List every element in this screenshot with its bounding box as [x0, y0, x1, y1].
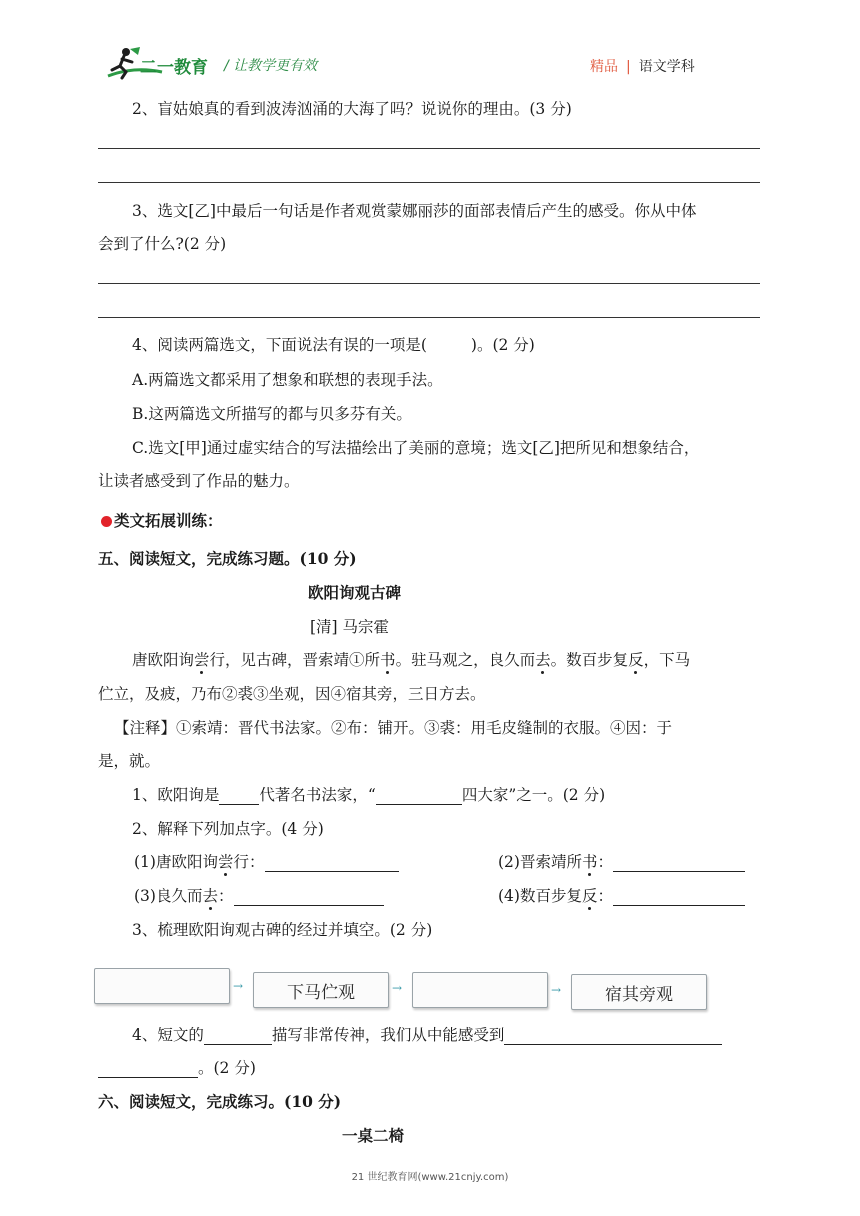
- question-4-stem: [132, 333, 535, 355]
- arrow-right-icon: →: [551, 983, 562, 997]
- extension-heading: [101, 509, 223, 531]
- section-6-heading: 六、阅读短文，完成练习。(10 分): [98, 1092, 342, 1111]
- s5-question-2-item: [134, 850, 399, 872]
- dotted-char: 书: [380, 651, 396, 669]
- question-4-stem-a: 4、阅读两篇选文，下面说法有误的一项是(: [132, 336, 427, 354]
- fill-blank[interactable]: [204, 1027, 272, 1045]
- page-header: [0, 0, 860, 90]
- passage-text: 。驻马观之，良久而: [395, 651, 536, 669]
- fill-blank[interactable]: [504, 1027, 722, 1045]
- arrow-right-icon: →: [392, 981, 403, 995]
- passage-text: 唐欧阳询: [132, 651, 195, 669]
- dotted-char: 反: [581, 887, 598, 905]
- answer-line[interactable]: [98, 148, 760, 149]
- header-divider: |: [626, 59, 631, 75]
- dotted-char: 尝: [217, 853, 234, 871]
- fill-blank[interactable]: [613, 888, 745, 906]
- header-subject: [590, 56, 695, 76]
- header-jingpin: 精品: [590, 59, 618, 75]
- flow-box-step-4: 宿其旁观: [571, 974, 707, 1010]
- dotted-char: 去: [202, 887, 218, 905]
- dotted-char: 尝: [194, 651, 210, 669]
- annotation-line-1: 【注释】①索靖：晋代书法家。②布：铺开。③裘：用毛皮缝制的衣服。④因：于: [114, 719, 673, 737]
- section-6-title: 一桌二椅: [342, 1126, 405, 1145]
- logo-text: 二一教育: [140, 58, 208, 78]
- question-text: 1、欧阳询是: [132, 786, 220, 804]
- fill-blank[interactable]: [234, 888, 384, 906]
- dotted-char: 反: [628, 651, 644, 669]
- item-text: (2)晋索靖所: [498, 853, 582, 871]
- answer-line[interactable]: [98, 182, 760, 183]
- item-text: (3)良久而: [134, 887, 203, 905]
- fill-blank[interactable]: [613, 854, 745, 872]
- passage-text: ，下马: [643, 651, 691, 669]
- section-5-heading: 五、阅读短文，完成练习题。(10 分): [98, 549, 357, 568]
- passage-author: [清] 马宗霍: [310, 618, 390, 636]
- dotted-char: 去: [535, 651, 551, 669]
- s5-question-2-stem: 2、解释下列加点字。(4 分): [132, 820, 324, 838]
- extension-heading-text: 类文拓展训练：: [114, 511, 223, 530]
- s5-question-2-item: [134, 884, 384, 906]
- passage-text: 。数百步复: [550, 651, 629, 669]
- flow-box-step-2: 下马伫观: [253, 972, 389, 1008]
- fill-blank[interactable]: [98, 1060, 198, 1078]
- passage-title: 欧阳询观古碑: [308, 583, 402, 602]
- s5-question-4: [132, 1023, 722, 1045]
- item-text: (1)唐欧阳询: [134, 853, 218, 871]
- item-text: 行：: [233, 853, 265, 871]
- item-text: ：: [597, 853, 613, 871]
- page-footer: 21 世纪教育网(www.21cnjy.com): [351, 1172, 509, 1183]
- item-text: ：: [597, 887, 613, 905]
- question-3-line-1: 3、选文[乙]中最后一句话是作者观赏蒙娜丽莎的面部表情后产生的感受。你从中体: [132, 202, 697, 220]
- s5-question-4-cont: [98, 1056, 256, 1078]
- annotation-line-2: 是，就。: [98, 752, 161, 770]
- s5-question-1: [132, 783, 605, 805]
- arrow-right-icon: →: [233, 979, 244, 993]
- passage-text: 行，见古碑，晋索靖①所: [209, 651, 381, 669]
- s5-question-3-stem: 3、梳理欧阳询观古碑的经过并填空。(2 分): [132, 921, 433, 939]
- s5-question-2-item: [498, 850, 745, 872]
- question-2: 2、盲姑娘真的看到波涛汹涌的大海了吗？说说你的理由。(3 分): [132, 100, 572, 118]
- dotted-char: 书: [581, 853, 598, 871]
- red-bullet-icon: [101, 516, 112, 527]
- header-subject-label: 语文学科: [638, 59, 695, 75]
- question-text: 。(2 分): [198, 1059, 256, 1077]
- answer-line[interactable]: [98, 317, 760, 318]
- fill-blank[interactable]: [219, 787, 259, 805]
- s5-question-2-item: [498, 884, 745, 906]
- flow-box-blank-3[interactable]: [412, 972, 548, 1008]
- fill-blank[interactable]: [376, 787, 462, 805]
- question-text: 描写非常传神，我们从中能感受到: [271, 1026, 505, 1044]
- question-text: 代著名书法家，“: [259, 786, 376, 804]
- option-c-line-1: C.选文[甲]通过虚实结合的写法描绘出了美丽的意境；选文[乙]把所见和想象结合，: [132, 439, 700, 457]
- question-text: 四大家”之一。(2 分): [461, 786, 606, 804]
- flow-box-blank-1[interactable]: [94, 968, 230, 1004]
- item-text: ：: [217, 887, 234, 905]
- fill-blank[interactable]: [265, 854, 399, 872]
- header-slogan: / 让教学更有效: [224, 58, 318, 74]
- option-c-line-2: 让读者感受到了作品的魅力。: [98, 472, 300, 490]
- option-a: A.两篇选文都采用了想象和联想的表现手法。: [132, 371, 443, 389]
- item-text: (4)数百步复: [498, 887, 582, 905]
- question-3-line-2: 会到了什么?(2 分): [98, 235, 227, 253]
- option-b: B.这两篇选文所描写的都与贝多芬有关。: [132, 405, 412, 423]
- passage-paragraph-line-2: 伫立，及疲，乃布②裘③坐观，因④宿其旁，三日方去。: [98, 685, 486, 703]
- passage-paragraph: [132, 648, 690, 670]
- question-text: 4、短文的: [132, 1026, 204, 1044]
- answer-line[interactable]: [98, 283, 760, 284]
- question-4-stem-b: )。(2 分): [470, 336, 535, 354]
